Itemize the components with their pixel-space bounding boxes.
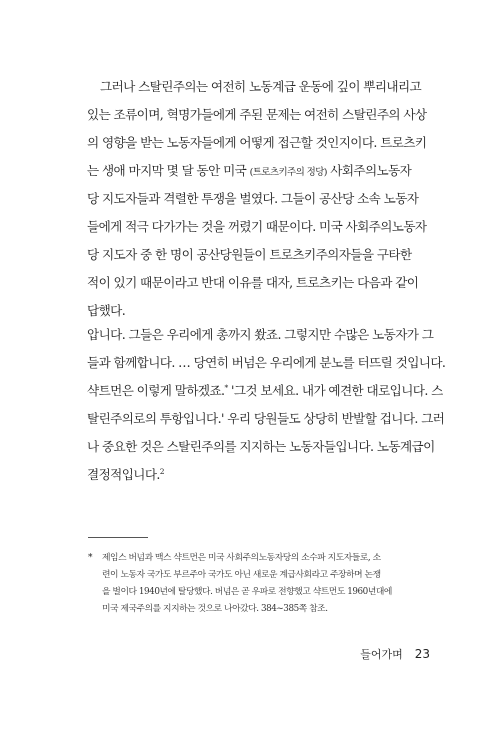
body-line: 들에게 적극 다가가는 것을 꺼렸기 때문이다. 미국 사회주의노동자	[87, 219, 427, 234]
endnote-reference-number: 2	[159, 467, 164, 476]
block-quote	[87, 321, 446, 489]
footnote-line: 미국 제국주의를 지지하는 것으로 나아갔다. 384~385쪽 참조.	[102, 604, 328, 614]
quote-line: 들과 함께합니다. … 당연히 버넘은 우리에게 분노를 터뜨릴 것입니다.	[87, 355, 446, 370]
body-paragraph	[87, 73, 433, 325]
quote-line: 나 중요한 것은 스탈린주의를 지지하는 노동자들입니다. 노동계급이	[87, 439, 435, 454]
body-line: 의 영향을 받는 노동자들에게 어떻게 접근할 것인지이다. 트로츠키	[87, 135, 427, 150]
page-number: 23	[414, 647, 430, 661]
quote-line-text: '그것 보세요. 내가 예견한 대로입니다. 스	[227, 383, 443, 398]
footnote	[88, 550, 434, 618]
footnote-line: 제임스 버넘과 맥스 샥트먼은 미국 사회주의노동자당의 소수파 지도자들로, 소	[102, 553, 381, 563]
footnote-line: 을 벌이다 1940년에 탈당했다. 버넘은 곧 우파로 전향했고 샥트먼도 1960년대에	[102, 587, 392, 597]
body-line: 그러나 스탈린주의는 여전히 노동계급 운동에 깊이 뿌리내리고	[100, 79, 422, 94]
body-line-text: 사회주의노동자	[330, 163, 412, 178]
footnote-divider	[88, 537, 148, 538]
body-line	[87, 157, 433, 185]
running-footer	[360, 646, 430, 662]
quote-line: 탈린주의로의 투항입니다.' 우리 당원들도 상당히 반발할 겁니다. 그러	[87, 411, 445, 426]
section-title: 들어가며	[360, 648, 403, 661]
footnote-line: 련이 노동자 국가도 부르주아 국가도 아닌 새로운 계급사회라고 주장하며 논쟁	[102, 570, 381, 580]
quote-line: 압니다. 그들은 우리에게 총까지 쐈죠. 그렇지만 수많은 노동자가 그	[87, 327, 434, 342]
body-line-text: 는 생애 마지막 몇 달 동안 미국	[87, 163, 247, 178]
body-line: 적이 있기 때문이라고 반대 이유를 대자, 트로츠키는 다음과 같이	[87, 275, 419, 290]
footnote-marker: *	[88, 553, 93, 563]
quote-line-text: 결정적입니다.	[87, 467, 160, 482]
body-line: 답했다.	[87, 303, 126, 318]
footnote-reference-mark: *	[224, 383, 228, 392]
body-line: 당 지도자들과 격렬한 투쟁을 벌였다. 그들이 공산당 소속 노동자	[87, 191, 419, 206]
quote-line	[87, 377, 443, 405]
quote-line-text: 샥트먼은 이렇게 말하겠죠.	[87, 383, 225, 398]
inline-annotation: (트로츠키주의 정당)	[249, 167, 327, 178]
quote-line	[87, 461, 433, 489]
body-line: 당 지도자 중 한 명이 공산당원들이 트로츠키주의자들을 구타한	[87, 247, 412, 262]
body-line: 있는 조류이며, 혁명가들에게 주된 문제는 여전히 스탈린주의 사상	[87, 107, 427, 122]
